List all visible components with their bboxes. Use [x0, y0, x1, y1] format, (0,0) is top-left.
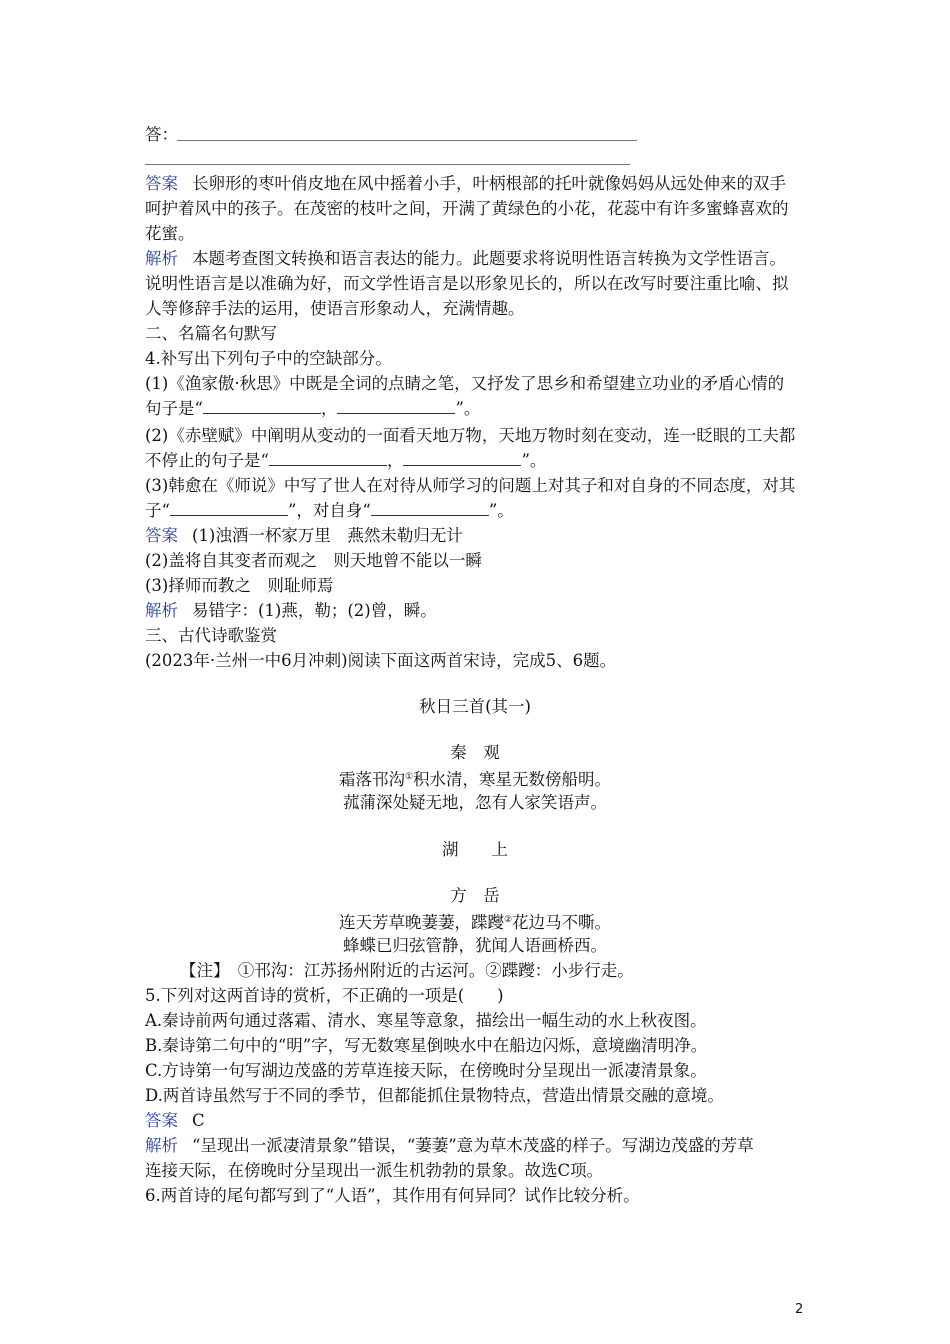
fill-blank[interactable] — [337, 399, 455, 414]
section-3-title: 三、古代诗歌鉴赏 — [145, 626, 277, 645]
q5-stem: 5.下列对这两首诗的赏析，不正确的一项是( ) — [145, 986, 504, 1005]
analysis-label: 解析 — [145, 1136, 178, 1155]
poem2-line-1: 连天芳草晚萋萋，蹀躞②花边马不嘶。 — [338, 913, 612, 932]
q5-option-d: D.两首诗虽然写于不同的季节，但都能抓住景物特点，营造出情景交融的意境。 — [145, 1086, 724, 1105]
q3-answer-line-2: 呵护着风中的孩子。在茂密的枝叶之间，开满了黄绿色的小花，花蕊中有许多蜜蜂喜欢的 — [145, 199, 789, 218]
poem1-line-1: 霜落邗沟①积水清，寒星无数傍船明。 — [338, 770, 612, 789]
q5-option-c: C.方诗第一句写湖边茂盛的芳草连接天际，在傍晚时分呈现出一派凄清景象。 — [145, 1061, 707, 1080]
answer-prompt-line — [145, 122, 810, 147]
poem2-title: 湖 上 — [442, 840, 508, 859]
q5-analysis-line-1: 解析 “呈现出一派凄清景象”错误，“萋萋”意为草木茂盛的样子。写湖边茂盛的芳草 — [145, 1136, 754, 1155]
analysis-label: 解析 — [145, 601, 178, 620]
q4-part1-line1: (1)《渔家傲·秋思》中既是全词的点睛之笔，又抒发了思乡和希望建立功业的矛盾心情的 — [145, 374, 785, 393]
fill-blank[interactable] — [170, 501, 288, 516]
q4-part3-line2: 子“ ”，对自身“ ”。 — [145, 501, 514, 520]
fill-blank[interactable] — [371, 501, 489, 516]
q3-analysis-line-1: 解析 本题考查图文转换和语言表达的能力。此题要求将说明性语言转换为文学性语言。 — [145, 249, 786, 268]
q3-answer-line-3: 花蜜。 — [145, 224, 195, 243]
q4-part2-line2: 不停止的句子是“ ， ”。 — [145, 451, 547, 470]
q6-stem: 6.两首诗的尾句都写到了“人语”，其作用有何异同？试作比较分析。 — [145, 1186, 640, 1205]
section-2-title: 二、名篇名句默写 — [145, 324, 277, 343]
q5-option-b: B.秦诗第二句中的“明”字，写无数寒星倒映水中在船边闪烁，意境幽清明净。 — [145, 1036, 708, 1055]
answer-rule-1 — [177, 140, 637, 141]
footnote-marker: ② — [503, 915, 513, 925]
answer-prompt: 答： — [145, 125, 178, 144]
fill-blank[interactable] — [203, 399, 321, 414]
answer-label: 答案 — [145, 174, 178, 193]
q5-analysis-line-2: 连接天际，在傍晚时分呈现出一派生机勃勃的景象。故选C项。 — [145, 1161, 604, 1180]
q5-option-a: A.秦诗前两句通过落霜、清水、寒星等意象，描绘出一幅生动的水上秋夜图。 — [145, 1011, 707, 1030]
answer-label: 答案 — [145, 526, 178, 545]
analysis-label: 解析 — [145, 249, 178, 268]
fill-blank[interactable] — [403, 451, 521, 466]
q4-part1-line2: 句子是“ ， ”。 — [145, 399, 481, 418]
source-line: (2023年·兰州一中6月冲刺)阅读下面这两首宋诗，完成5、6题。 — [145, 651, 617, 670]
poem1-author: 秦 观 — [450, 743, 500, 762]
q5-answer: 答案 C — [145, 1111, 205, 1130]
q3-analysis-line-3: 人等修辞手法的运用，使语言形象动人，充满情趣。 — [145, 299, 525, 318]
poem2-line-2: 蜂蝶已归弦管静，犹闻人语画桥西。 — [343, 936, 607, 955]
footnote-marker: ① — [404, 772, 414, 782]
poem-note: 【注】 ①邗沟：江苏扬州附近的古运河。②蹀躞：小步行走。 — [180, 961, 634, 980]
q4-stem: 4.补写出下列句子中的空缺部分。 — [145, 349, 392, 368]
poem1-line-2: 菰蒲深处疑无地，忽有人家笑语声。 — [343, 793, 607, 812]
q4-answer-line-2: (2)盖将自其变者而观之 则天地曾不能以一瞬 — [145, 551, 482, 570]
q3-analysis-line-2: 说明性语言是以准确为好，而文学性语言是以形象见长的，所以在改写时要注重比喻、拟 — [145, 274, 789, 293]
answer-rule-2 — [145, 164, 630, 165]
q3-answer-line-1: 答案 长卵形的枣叶俏皮地在风中摇着小手，叶柄根部的托叶就像妈妈从远处伸来的双手 — [145, 174, 786, 193]
fill-blank[interactable] — [269, 451, 387, 466]
answer-label: 答案 — [145, 1111, 178, 1130]
q4-answer-line-3: (3)择师而教之 则耻师焉 — [145, 576, 334, 595]
page-number: 2 — [795, 1302, 804, 1317]
q4-part2-line1: (2)《赤壁赋》中阐明从变动的一面看天地万物，天地万物时刻在变动，连一眨眼的工夫都 — [145, 426, 796, 445]
poem1-title: 秋日三首(其一) — [419, 697, 531, 716]
q4-answer-line-1: 答案 (1)浊酒一杯家万里 燕然未勒归无计 — [145, 526, 463, 545]
q4-analysis: 解析 易错字：(1)燕，勒；(2)曾，瞬。 — [145, 601, 437, 620]
poem2-author: 方 岳 — [450, 886, 500, 905]
q4-part3-line1: (3)韩愈在《师说》中写了世人在对待从师学习的问题上对其子和对自身的不同态度，对其 — [145, 476, 796, 495]
